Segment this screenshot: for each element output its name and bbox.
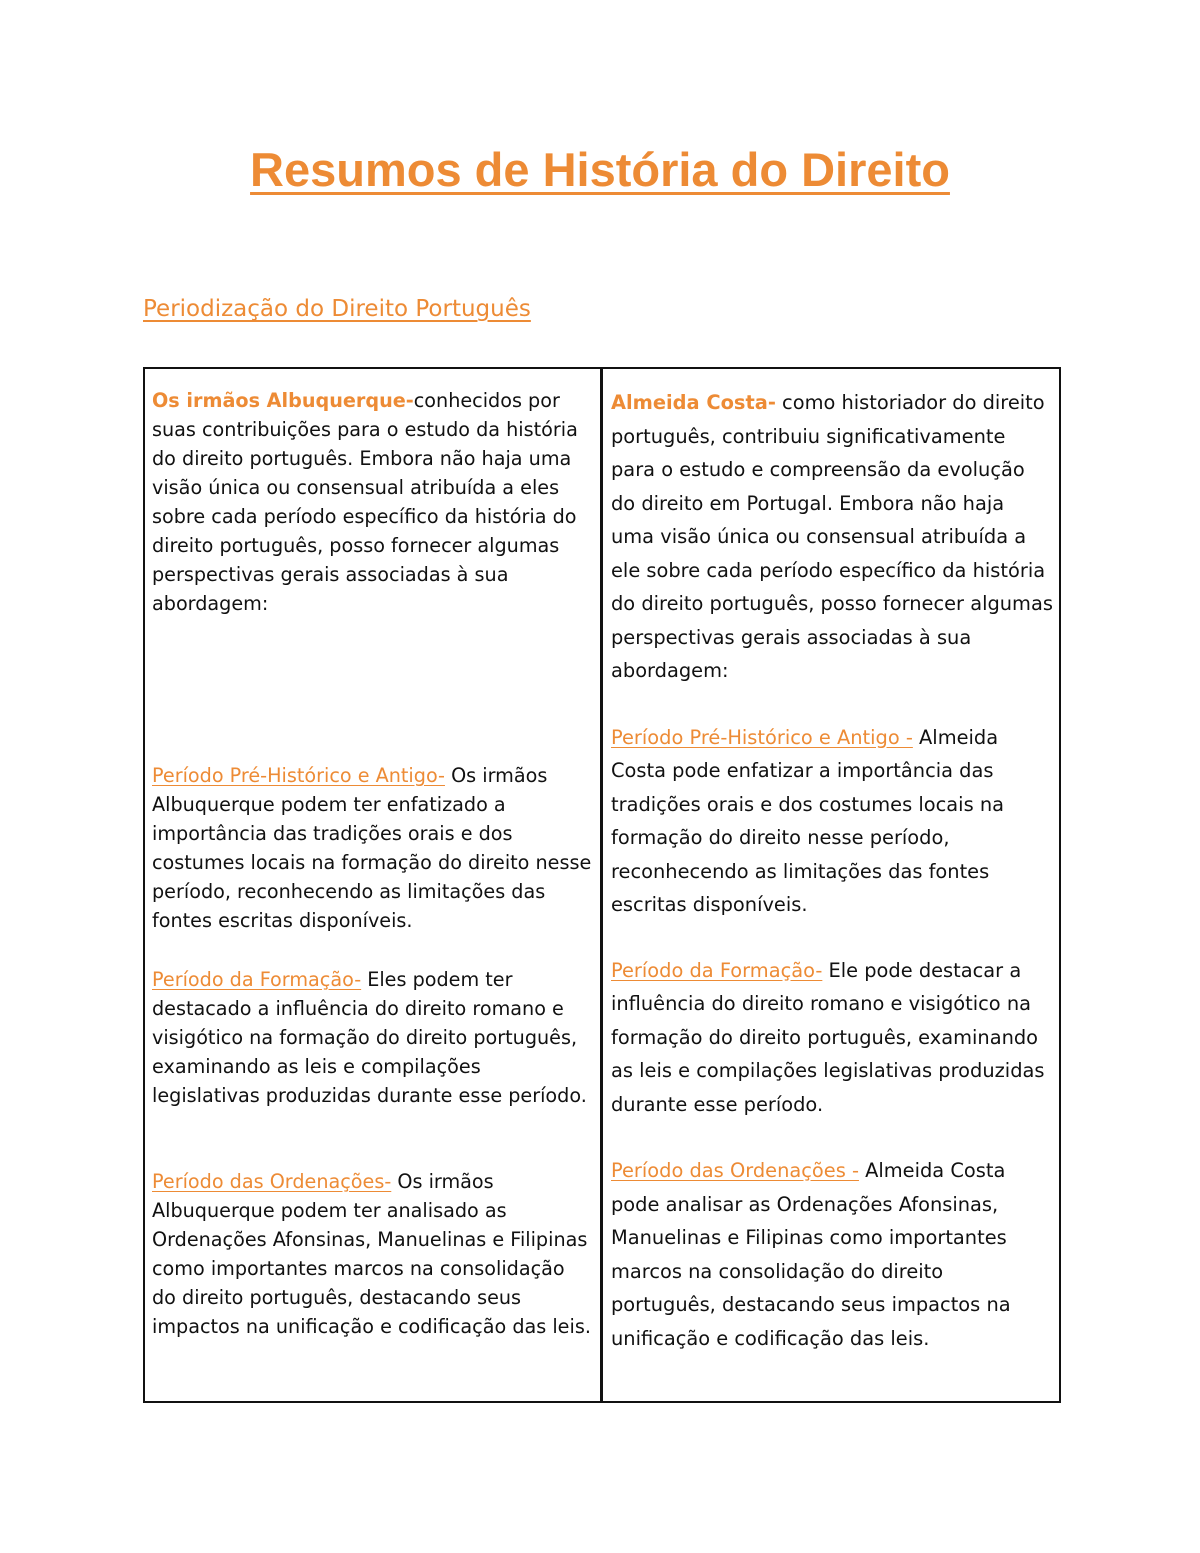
period-text: Almeida Costa pode analisar as Ordenações Afonsinas, Manuelinas e Filipinas como importantes marcos na consolidação do direito português, destacando seus impactos na unificação e codificação das leis. [611,1159,1011,1350]
document-title: Resumos de História do Direito [250,143,950,196]
albuquerque-intro-lead: Os irmãos Albuquerque- [152,389,414,412]
period-text: Eles podem ter destacado a influência do direito romano e visigótico na formação do direito português, examinando as leis e compilações legislativas produzidas durante esse período. [152,968,587,1107]
table-cell-almeida-costa [603,369,1059,1401]
period-text: Ele pode destacar a influência do direito romano e visigótico na formação do direito português, examinando as leis e compilações legislativas produzidas durante esse período. [611,958,1045,1116]
albuquerque-intro [152,386,594,618]
albuquerque-period-prehistoric [152,761,594,935]
almeida-costa-intro [611,386,1053,688]
period-text: Os irmãos Albuquerque podem ter enfatizado a importância das tradições orais e dos costumes locais na formação do direito nesse período, reconhecendo as limitações das fontes escritas disponíveis. [152,764,592,932]
albuquerque-period-ordinances [152,1167,594,1341]
period-label: Período da Formação- [611,958,823,982]
almeida-costa-period-ordinances [611,1154,1053,1355]
albuquerque-intro-text: conhecidos por suas contribuições para o estudo da história do direito português. Embora não haja uma visão única ou consensual atribuída a eles sobre cada período específico da história do direito português, posso fornecer algumas perspectivas gerais associadas à sua abordagem: [152,389,578,615]
table-cell-albuquerque [145,369,603,1401]
almeida-costa-intro-text: como historiador do direito português, contribuiu significativamente para o estudo e compreensão da evolução do direito em Portugal. Embora não haja uma visão única ou consensual atribuída a ele sobre cada período específico da história do direito português, posso fornecer algumas perspectivas gerais associadas à sua abordagem: [611,391,1053,682]
period-label: Período Pré-Histórico e Antigo- [152,764,445,787]
period-label: Período Pré-Histórico e Antigo - [611,725,913,749]
period-label: Período da Formação- [152,968,362,991]
almeida-costa-intro-lead: Almeida Costa- [611,391,776,414]
section-heading: Periodização do Direito Português [143,296,531,322]
almeida-costa-period-formation [611,954,1053,1122]
almeida-costa-period-prehistoric [611,721,1053,922]
albuquerque-period-formation [152,965,594,1110]
period-text: Os irmãos Albuquerque podem ter analisado as Ordenações Afonsinas, Manuelinas e Filipinas como importantes marcos na consolidação do direito português, destacando seus impactos na unificação e codificação das leis. [152,1170,591,1338]
comparison-table [143,367,1061,1403]
period-text: Almeida Costa pode enfatizar a importância das tradições orais e dos costumes locais na formação do direito nesse período, reconhecendo as limitações das fontes escritas disponíveis. [611,725,1005,916]
period-label: Período das Ordenações - [611,1159,859,1182]
period-label: Período das Ordenações- [152,1170,392,1193]
